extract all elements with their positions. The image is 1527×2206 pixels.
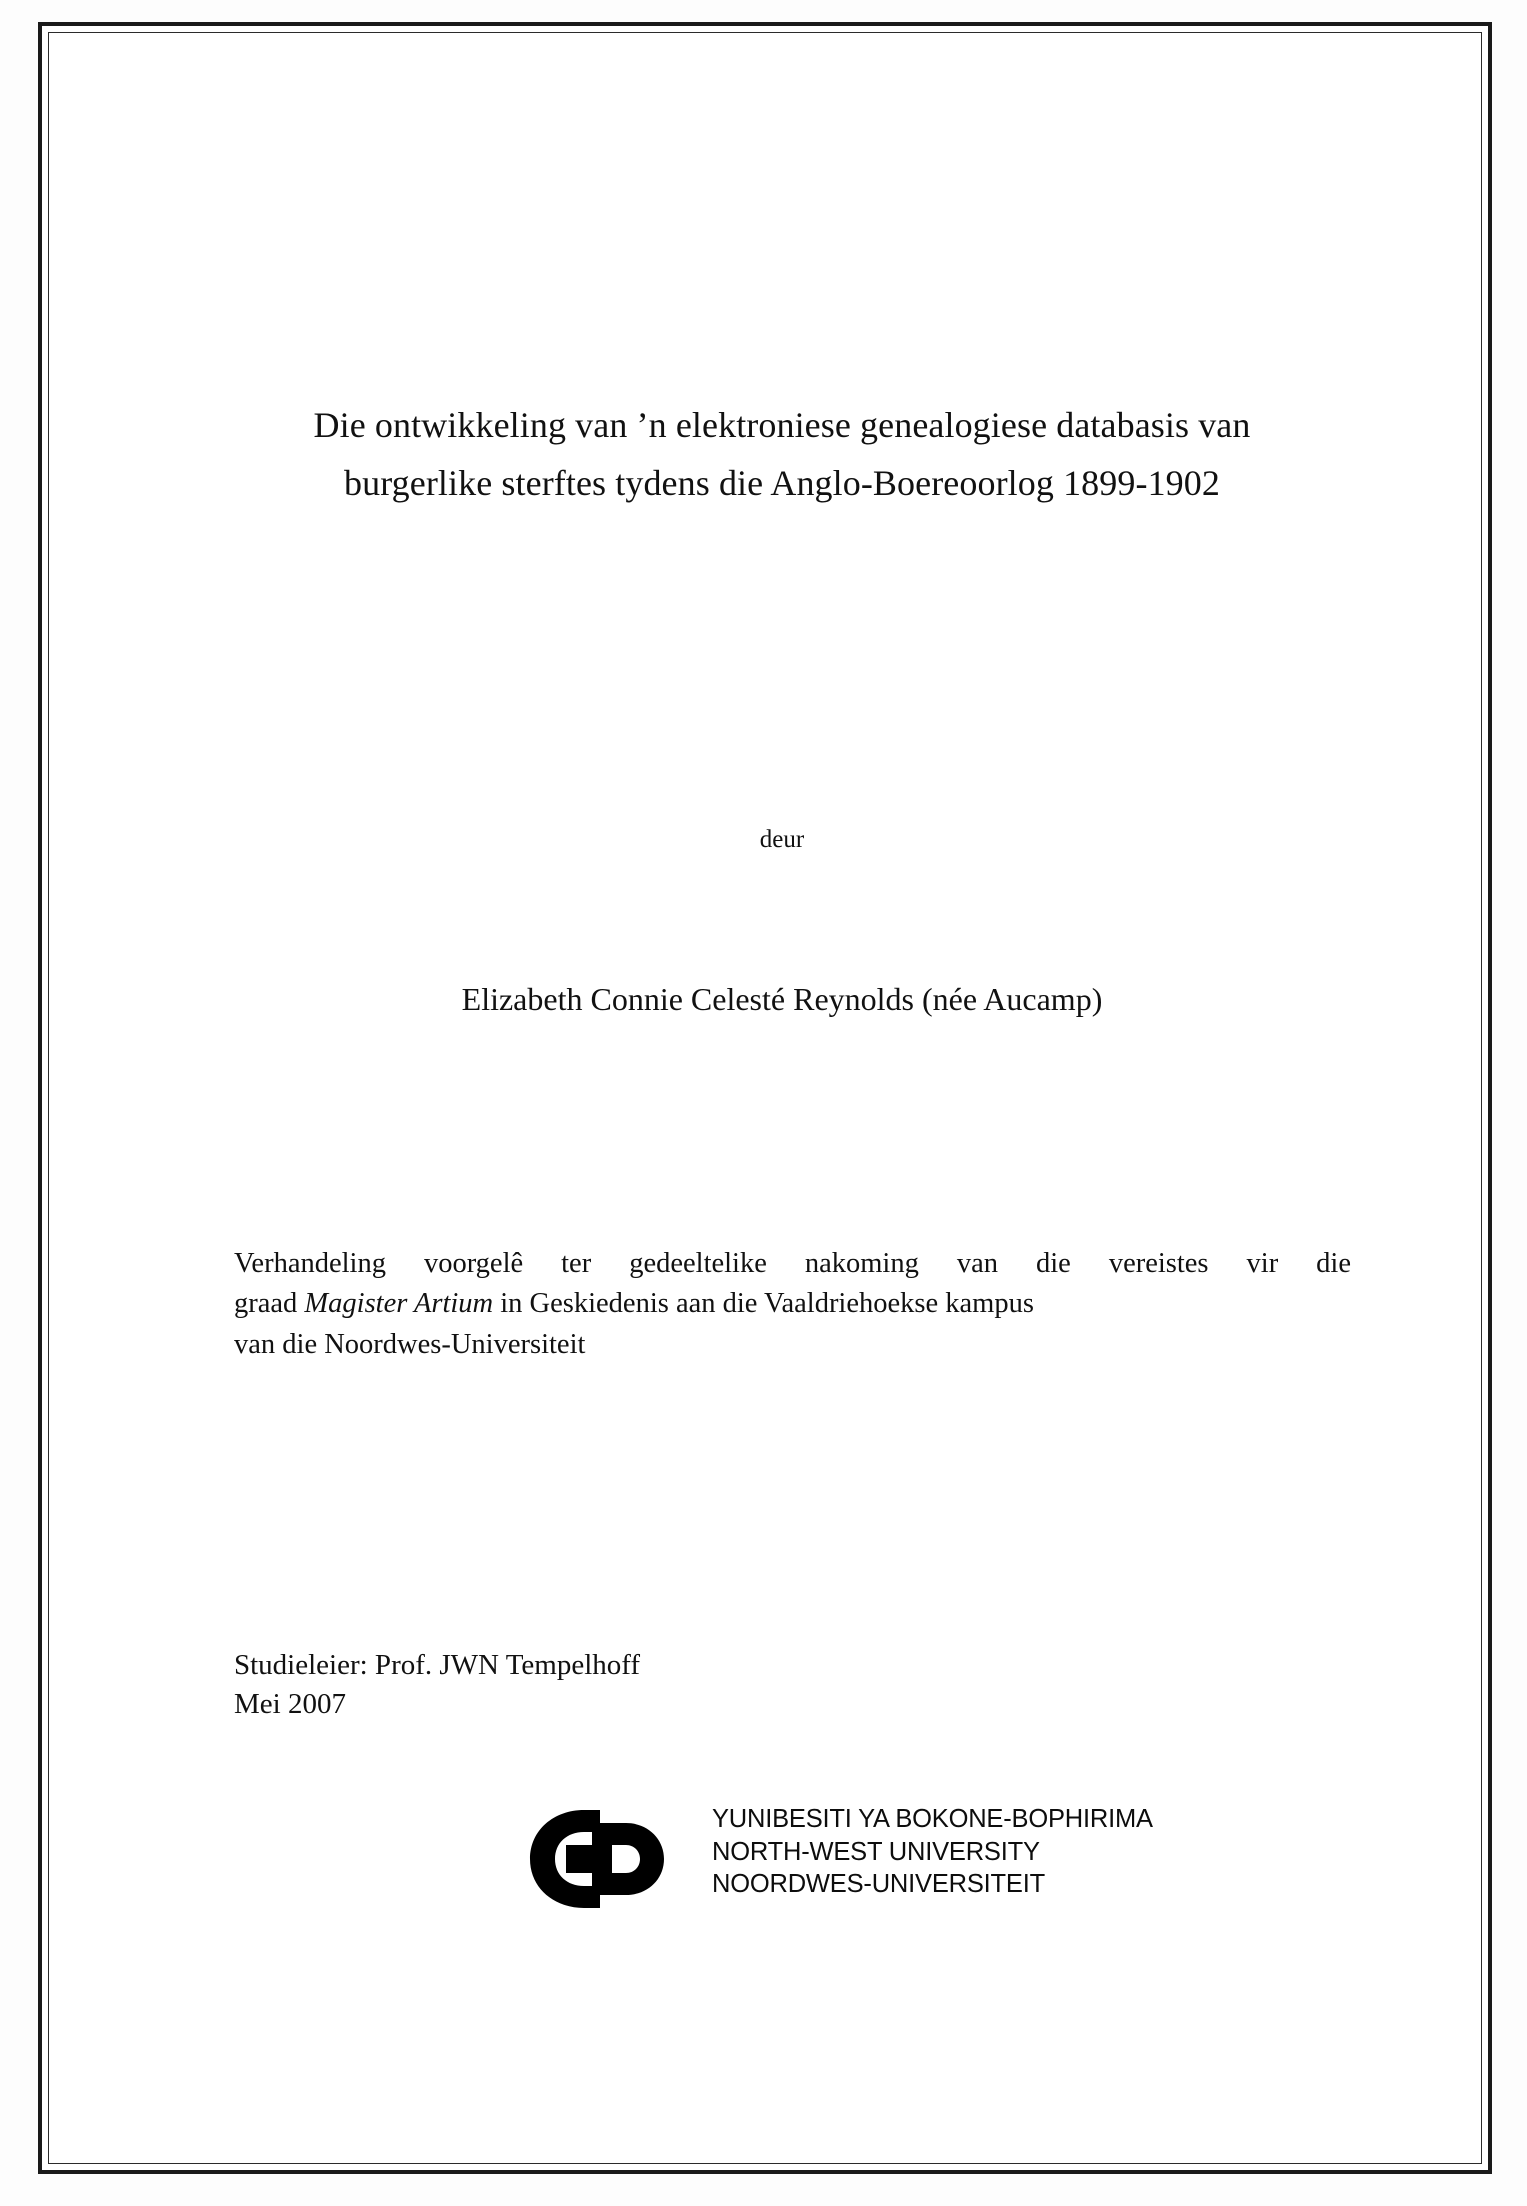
title-line-1: Die ontwikkeling van ’n elektroniese genealogiese databasis van	[313, 405, 1251, 445]
date-line: Mei 2007	[234, 1687, 346, 1720]
logo-text-line-2: NORTH-WEST UNIVERSITY	[712, 1837, 1040, 1866]
north-west-university-logo-icon	[522, 1807, 702, 1911]
degree-statement-line-2-post: in Geskiedenis aan die Vaaldriehoekse kampus	[493, 1288, 1034, 1320]
degree-statement-line-1: Verhandeling voorgelê ter gedeeltelike nakoming van die vereistes vir die	[234, 1248, 1351, 1279]
degree-statement-line-2-pre: graad	[234, 1288, 305, 1320]
university-logo-text	[712, 1803, 1153, 1901]
author-name: Elizabeth Connie Celesté Reynolds (née Aucamp)	[461, 981, 1103, 1017]
degree-statement	[234, 1244, 1351, 1365]
title-page-content	[192, 26, 1372, 2170]
page-border-frame	[38, 22, 1492, 2174]
logo-text-line-3: NOORDWES-UNIVERSITEIT	[712, 1870, 1045, 1899]
degree-statement-line-2	[234, 1284, 1351, 1324]
page-title	[222, 396, 1342, 513]
supervisor-block	[234, 1646, 1134, 1724]
degree-name-italic: Magister Artium	[304, 1288, 494, 1320]
university-logo-block	[522, 1801, 1202, 1916]
supervisor-line: Studieleier: Prof. JWN Tempelhoff	[234, 1649, 641, 1681]
degree-statement-line-3: van die Noordwes-Universiteit	[234, 1328, 586, 1360]
logo-text-line-1: YUNIBESITI YA BOKONE-BOPHIRIMA	[712, 1805, 1153, 1833]
title-line-2: burgerlike sterftes tydens die Anglo-Boereoorlog 1899-1902	[344, 463, 1220, 504]
by-label: deur	[759, 826, 805, 853]
